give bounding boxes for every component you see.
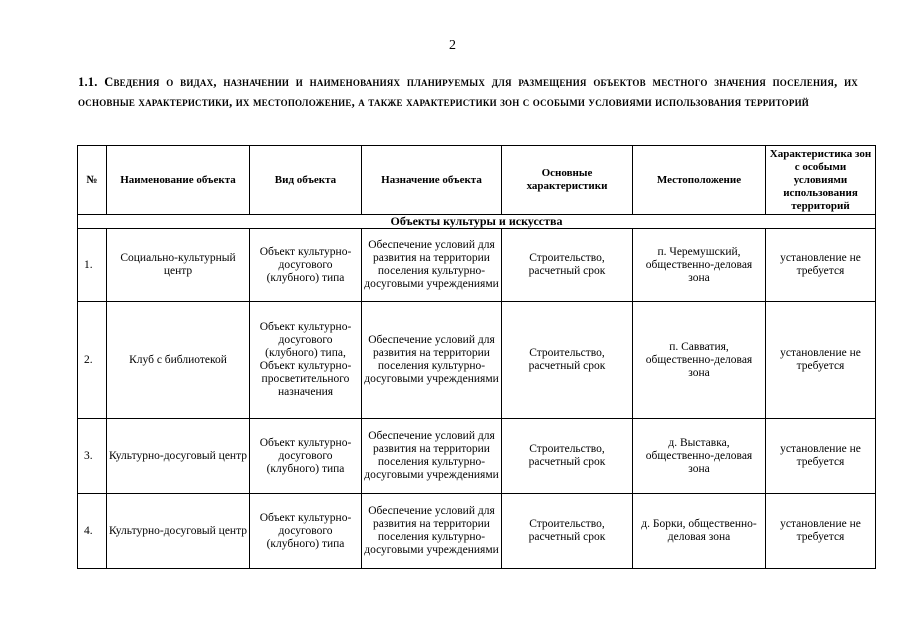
- cell-num: 3.: [78, 419, 107, 494]
- header-characteristics: Основные характеристики: [502, 146, 633, 215]
- table-row: [78, 229, 876, 302]
- cell-zones: установление не требуется: [766, 494, 876, 569]
- cell-purpose: Обеспечение условий для развития на территории поселения культурно-досуговыми учреждениями: [362, 419, 502, 494]
- cell-name: Социально-культурный центр: [107, 229, 250, 302]
- cell-characteristics: Строительство, расчетный срок: [502, 302, 633, 419]
- page-number: 2: [449, 38, 456, 53]
- table-row: [78, 419, 876, 494]
- cell-name: Клуб с библиотекой: [107, 302, 250, 419]
- cell-purpose: Обеспечение условий для развития на территории поселения культурно-досуговыми учреждениями: [362, 302, 502, 419]
- cell-zones: установление не требуется: [766, 229, 876, 302]
- header-location: Местоположение: [633, 146, 766, 215]
- cell-location: п. Черемушский, общественно-деловая зона: [633, 229, 766, 302]
- cell-zones: установление не требуется: [766, 302, 876, 419]
- table-row: [78, 494, 876, 569]
- header-num: №: [78, 146, 107, 215]
- cell-name: Культурно-досуговый центр: [107, 419, 250, 494]
- cell-type: Объект культурно-досугового (клубного) типа: [250, 229, 362, 302]
- cell-num: 4.: [78, 494, 107, 569]
- cell-location: д. Выставка, общественно-деловая зона: [633, 419, 766, 494]
- cell-characteristics: Строительство, расчетный срок: [502, 419, 633, 494]
- cell-characteristics: Строительство, расчетный срок: [502, 494, 633, 569]
- header-zones: Характеристика зон с особыми условиями использования территорий: [766, 146, 876, 215]
- cell-zones: установление не требуется: [766, 419, 876, 494]
- table-header-row: [78, 146, 876, 215]
- cell-type: Объект культурно-досугового (клубного) типа, Объект культурно-просветительного назначения: [250, 302, 362, 419]
- section-title: Объекты культуры и искусства: [78, 215, 876, 229]
- cell-purpose: Обеспечение условий для развития на территории поселения культурно-досуговыми учреждениями: [362, 494, 502, 569]
- section-row: [78, 215, 876, 229]
- header-name: Наименование объекта: [107, 146, 250, 215]
- cell-characteristics: Строительство, расчетный срок: [502, 229, 633, 302]
- cell-num: 2.: [78, 302, 107, 419]
- section-heading: 1.1. Сведения о видах, назначении и наименованиях планируемых для размещения объектов местного значения поселения, их основные характеристики, их местоположение, а также характеристики зон с особыми условиями использования территорий: [78, 75, 858, 109]
- header-type: Вид объекта: [250, 146, 362, 215]
- cell-type: Объект культурно-досугового (клубного) типа: [250, 419, 362, 494]
- table-row: [78, 302, 876, 419]
- cell-location: д. Борки, общественно-деловая зона: [633, 494, 766, 569]
- cell-num: 1.: [78, 229, 107, 302]
- cell-purpose: Обеспечение условий для развития на территории поселения культурно-досуговыми учреждениями: [362, 229, 502, 302]
- cell-location: п. Савватия, общественно-деловая зона: [633, 302, 766, 419]
- objects-table: [77, 145, 876, 569]
- cell-name: Культурно-досуговый центр: [107, 494, 250, 569]
- header-purpose: Назначение объекта: [362, 146, 502, 215]
- cell-type: Объект культурно-досугового (клубного) типа: [250, 494, 362, 569]
